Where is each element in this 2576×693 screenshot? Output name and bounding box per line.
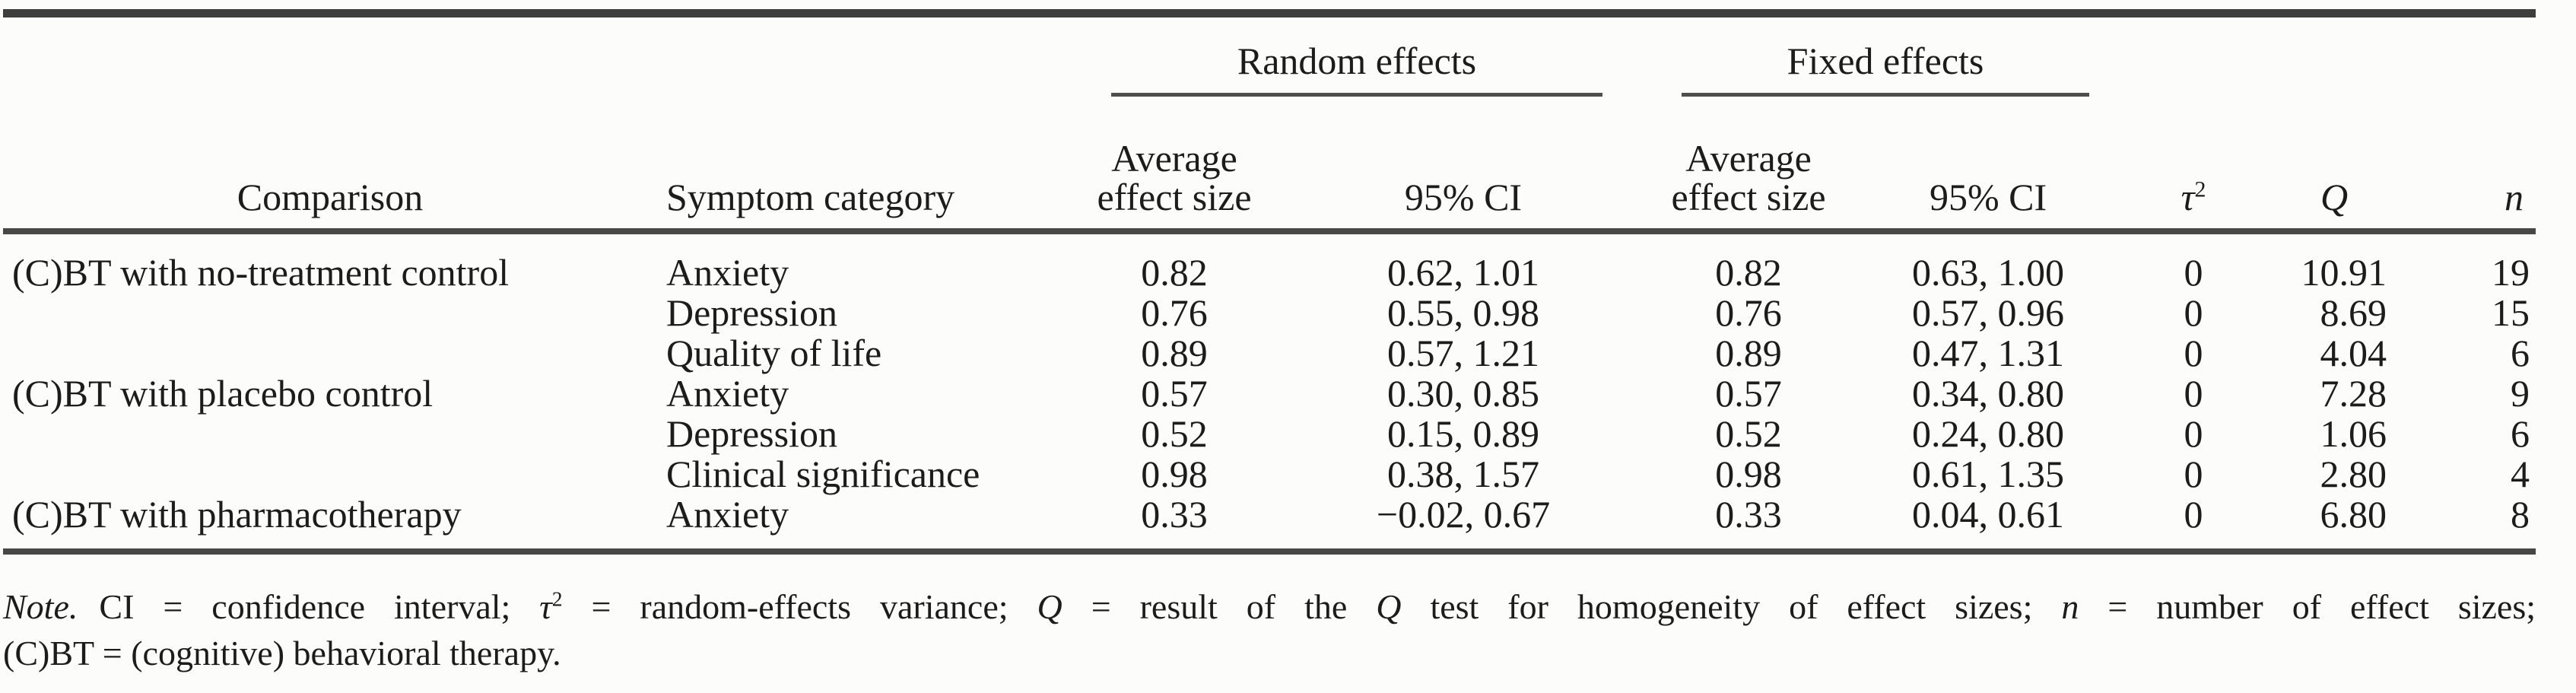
avg-effect-size-line2: effect size xyxy=(1097,176,1252,218)
cell-random-ci: 0.57, 1.21 xyxy=(1387,332,1539,374)
cell-n: 6 xyxy=(2511,332,2530,374)
cell-random-ci: 0.30, 0.85 xyxy=(1387,372,1539,415)
spanner-spacer xyxy=(2262,14,2406,97)
cell-fixed-avg: 0.33 xyxy=(1715,493,1782,536)
avg-effect-size-line1: Average xyxy=(1685,137,1812,180)
n-symbol: n xyxy=(2505,176,2524,218)
table-row xyxy=(3,333,2536,374)
cell-random-avg: 0.89 xyxy=(1141,332,1208,374)
cell-comparison xyxy=(3,454,657,494)
cell-comparison: (C)BT with no-treatment control xyxy=(12,251,510,294)
cell-symptom: Depression xyxy=(666,412,837,455)
cell-n: 19 xyxy=(2492,251,2530,294)
cell-tau2: 0 xyxy=(2184,372,2203,415)
table-row xyxy=(3,494,2536,552)
column-header-fixed-ci: 95% CI xyxy=(1851,97,2125,231)
cell-fixed-avg: 0.52 xyxy=(1715,412,1782,455)
cell-q: 2.80 xyxy=(2320,453,2387,495)
cell-fixed-avg: 0.76 xyxy=(1715,291,1782,334)
cell-comparison: (C)BT with placebo control xyxy=(12,372,434,415)
note-text: = number of effect sizes; xyxy=(2079,587,2536,626)
table-row xyxy=(3,293,2536,333)
n-symbol: n xyxy=(2061,587,2079,626)
note-label: Note. xyxy=(3,587,78,626)
cell-n: 4 xyxy=(2511,453,2530,495)
avg-effect-size-line1: Average xyxy=(1111,137,1237,180)
cell-random-ci: 0.55, 0.98 xyxy=(1387,291,1539,334)
cell-fixed-avg: 0.57 xyxy=(1715,372,1782,415)
cell-n: 15 xyxy=(2492,291,2530,334)
note-text: = random-effects variance; xyxy=(562,587,1037,626)
note-text: CI = confidence interval; xyxy=(99,587,540,626)
cell-symptom: Anxiety xyxy=(666,251,789,294)
column-header-tau-squared xyxy=(2125,97,2262,231)
cell-symptom: Anxiety xyxy=(666,372,789,415)
q-symbol: Q xyxy=(1376,587,1402,626)
cell-random-avg: 0.98 xyxy=(1141,453,1208,495)
tau-symbol: τ xyxy=(539,587,552,626)
spanner-spacer xyxy=(2125,14,2262,97)
column-header-row xyxy=(3,97,2536,231)
table-note-line1 xyxy=(3,583,2536,630)
cell-comparison: (C)BT with pharmacotherapy xyxy=(12,493,462,536)
tau-symbol: τ xyxy=(2181,176,2195,218)
tau-superscript: 2 xyxy=(2194,176,2206,202)
spanner-fixed-effects xyxy=(1646,14,2125,97)
table-note xyxy=(3,583,2536,676)
cell-q: 8.69 xyxy=(2320,291,2387,334)
spanner-random-effects xyxy=(1068,14,1646,97)
cell-comparison xyxy=(3,333,657,374)
spanner-row xyxy=(3,14,2536,97)
cell-q: 4.04 xyxy=(2320,332,2387,374)
cell-comparison xyxy=(3,293,657,333)
note-text: test for homogeneity of effect sizes; xyxy=(1401,587,2062,626)
cell-fixed-ci: 0.63, 1.00 xyxy=(1912,251,2065,294)
cell-random-avg: 0.82 xyxy=(1141,251,1208,294)
cell-random-avg: 0.76 xyxy=(1141,291,1208,334)
note-text: (C)BT = (cognitive) behavioral therapy. xyxy=(3,634,561,672)
cell-q: 10.91 xyxy=(2301,251,2387,294)
table-row xyxy=(3,374,2536,414)
cell-symptom: Clinical significance xyxy=(666,453,980,495)
column-header-q xyxy=(2262,97,2406,231)
column-header-fixed-average-effect-size xyxy=(1646,97,1851,231)
table-header xyxy=(3,14,2536,232)
meta-analysis-table xyxy=(3,9,2536,555)
cell-tau2: 0 xyxy=(2184,453,2203,495)
table-row xyxy=(3,414,2536,454)
spanner-spacer xyxy=(657,14,1068,97)
table-note-line2 xyxy=(3,630,2536,676)
cell-fixed-avg: 0.98 xyxy=(1715,453,1782,495)
cell-fixed-ci: 0.04, 0.61 xyxy=(1912,493,2065,536)
spanner-random-effects-label: Random effects xyxy=(1111,41,1602,97)
spanner-spacer xyxy=(2406,14,2536,97)
cell-fixed-avg: 0.89 xyxy=(1715,332,1782,374)
cell-fixed-ci: 0.57, 0.96 xyxy=(1912,291,2065,334)
cell-fixed-ci: 0.34, 0.80 xyxy=(1912,372,2065,415)
cell-tau2: 0 xyxy=(2184,332,2203,374)
spanner-spacer xyxy=(3,14,657,97)
cell-q: 6.80 xyxy=(2320,493,2387,536)
column-header-random-average-effect-size xyxy=(1068,97,1281,231)
cell-tau2: 0 xyxy=(2184,291,2203,334)
column-header-symptom-category: Symptom category xyxy=(657,97,1068,231)
cell-random-ci: 0.62, 1.01 xyxy=(1387,251,1539,294)
cell-n: 9 xyxy=(2511,372,2530,415)
cell-random-ci: −0.02, 0.67 xyxy=(1376,493,1551,536)
cell-random-ci: 0.38, 1.57 xyxy=(1387,453,1539,495)
cell-fixed-avg: 0.82 xyxy=(1715,251,1782,294)
cell-fixed-ci: 0.61, 1.35 xyxy=(1912,453,2065,495)
column-header-n xyxy=(2406,97,2536,231)
cell-random-avg: 0.57 xyxy=(1141,372,1208,415)
column-header-random-ci: 95% CI xyxy=(1281,97,1646,231)
spanner-fixed-effects-label: Fixed effects xyxy=(1682,41,2089,97)
cell-comparison xyxy=(3,414,657,454)
cell-tau2: 0 xyxy=(2184,412,2203,455)
tau-superscript: 2 xyxy=(551,587,563,611)
cell-fixed-ci: 0.24, 0.80 xyxy=(1912,412,2065,455)
cell-q: 7.28 xyxy=(2320,372,2387,415)
cell-n: 8 xyxy=(2511,493,2530,536)
avg-effect-size-line2: effect size xyxy=(1671,176,1826,218)
cell-tau2: 0 xyxy=(2184,493,2203,536)
cell-symptom: Depression xyxy=(666,291,837,334)
cell-symptom: Quality of life xyxy=(666,332,882,374)
table-row xyxy=(3,231,2536,293)
column-header-comparison: Comparison xyxy=(3,97,657,231)
table-body xyxy=(3,231,2536,552)
cell-random-avg: 0.33 xyxy=(1141,493,1208,536)
cell-random-avg: 0.52 xyxy=(1141,412,1208,455)
cell-q: 1.06 xyxy=(2320,412,2387,455)
table-row xyxy=(3,454,2536,494)
note-text: = result of the xyxy=(1062,587,1377,626)
cell-fixed-ci: 0.47, 1.31 xyxy=(1912,332,2065,374)
q-symbol: Q xyxy=(1037,587,1062,626)
cell-symptom: Anxiety xyxy=(666,493,789,536)
cell-n: 6 xyxy=(2511,412,2530,455)
cell-tau2: 0 xyxy=(2184,251,2203,294)
journal-page xyxy=(0,9,2576,693)
cell-random-ci: 0.15, 0.89 xyxy=(1387,412,1539,455)
q-symbol: Q xyxy=(2320,176,2349,218)
